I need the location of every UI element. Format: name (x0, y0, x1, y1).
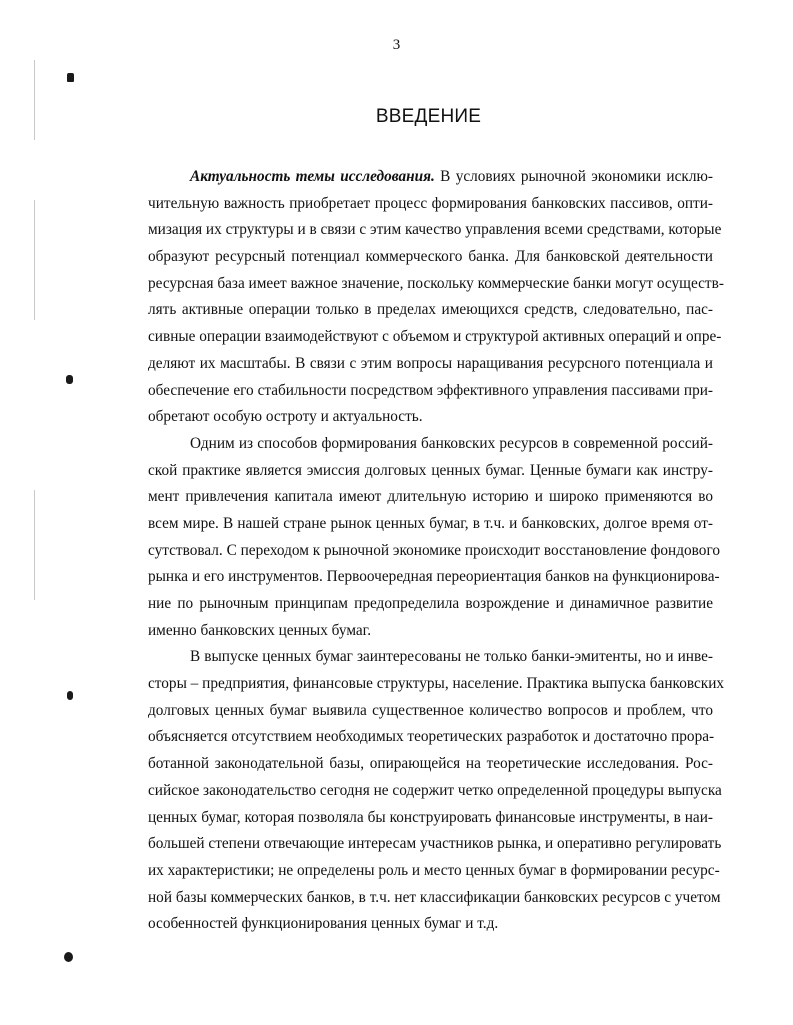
paragraph-line: ресурсная база имеет важное значение, поскольку коммерческие банки могут осуществ- (148, 274, 724, 292)
paragraph-line: чительную важность приобретает процесс формирования банковских пассивов, опти- (148, 194, 713, 212)
document-body (148, 164, 725, 938)
binding-hole-mark (64, 952, 73, 962)
paragraph-line: именно банковских ценных бумаг. (148, 621, 372, 639)
paragraph-line: их характеристики; не определены роль и место ценных бумаг в формировании ресурс- (148, 861, 720, 879)
paragraph-line: сторы – предприятия, финансовые структуры, население. Практика выпуска банковских (148, 675, 725, 693)
paragraph-line: ценных бумаг, которая позволяла бы конструировать финансовые инструменты, в наи- (148, 808, 713, 826)
paragraph-line: обретают особую остроту и актуальность. (148, 408, 423, 426)
binding-hole-mark (66, 375, 73, 384)
paragraph-line: ботанной законодательной базы, опирающейся на теоретические исследования. Рос- (148, 755, 713, 773)
paragraph-line (148, 164, 713, 191)
paragraph (148, 644, 725, 938)
lead-phrase: Актуальность темы исследования. (190, 168, 435, 185)
paragraph-line: большей степени отвечающие интересам участников рынка, и оперативно регулировать (148, 835, 722, 853)
scan-edge-line (34, 60, 35, 140)
paragraph-line: обеспечение его стабильности посредством эффективного управления пассивами при- (148, 381, 713, 399)
paragraph-line: деляют их масштабы. В связи с этим вопросы наращивания ресурсного потенциала и (148, 354, 713, 372)
paragraph-line: рынка и его инструментов. Первоочередная переориентация банков на функционирова- (148, 568, 720, 586)
scan-edge-line (34, 490, 35, 600)
paragraph-line: всем мире. В нашей стране рынок ценных бумаг, в т.ч. и банковских, долгое время от- (148, 514, 713, 532)
paragraph-line: сивные операции взаимодействуют с объемом и структурой активных операций и опре- (148, 328, 722, 346)
paragraph-line: образуют ресурсный потенциал коммерческого банка. Для банковской деятельности (148, 248, 713, 266)
paragraph (148, 164, 724, 431)
paragraph-line: долговых ценных бумаг выявила существенное количество вопросов и проблем, что (148, 701, 713, 719)
paragraph-line: мизация их структуры и в связи с этим качество управления всеми средствами, которые (148, 221, 722, 239)
line-text: В условиях рыночной экономики исклю- (434, 168, 713, 185)
paragraph-line: сийское законодательство сегодня не содержит четко определенной процедуры выпуска (148, 781, 722, 799)
binding-hole-mark (67, 73, 74, 82)
page-number: 3 (392, 37, 401, 53)
paragraph-line: ной базы коммерческих банков, в т.ч. нет классификации банковских ресурсов с учетом (148, 888, 721, 906)
paragraph-line: особенностей функционирования ценных бумаг и т.д. (148, 915, 499, 933)
paragraph-line: ской практике является эмиссия долговых ценных бумаг. Ценные бумаги как инстру- (148, 461, 713, 479)
paragraph-line: лять активные операции только в пределах имеющихся средств, следовательно, пас- (148, 301, 713, 319)
paragraph-line: ние по рыночным принципам предопределила возрождение и динамичное развитие (148, 595, 713, 612)
paragraph-line: мент привлечения капитала имеют длительную историю и широко применяются во (148, 488, 713, 506)
paragraph-line: В выпуске ценных бумаг заинтересованы не только банки-эмитенты, но и инве- (190, 648, 713, 666)
paragraph-line: объясняется отсутствием необходимых теоретических разработок и достаточно прора- (148, 728, 715, 746)
paragraph-line: сутствовал. С переходом к рыночной экономике происходит восстановление фондового (148, 541, 720, 559)
paragraph-line: Одним из способов формирования банковских ресурсов в современной россий- (190, 434, 713, 452)
binding-hole-mark (67, 691, 73, 700)
paragraph (148, 431, 720, 645)
scan-edge-line (34, 200, 35, 320)
page-title: ВВЕДЕНИЕ (375, 106, 482, 127)
